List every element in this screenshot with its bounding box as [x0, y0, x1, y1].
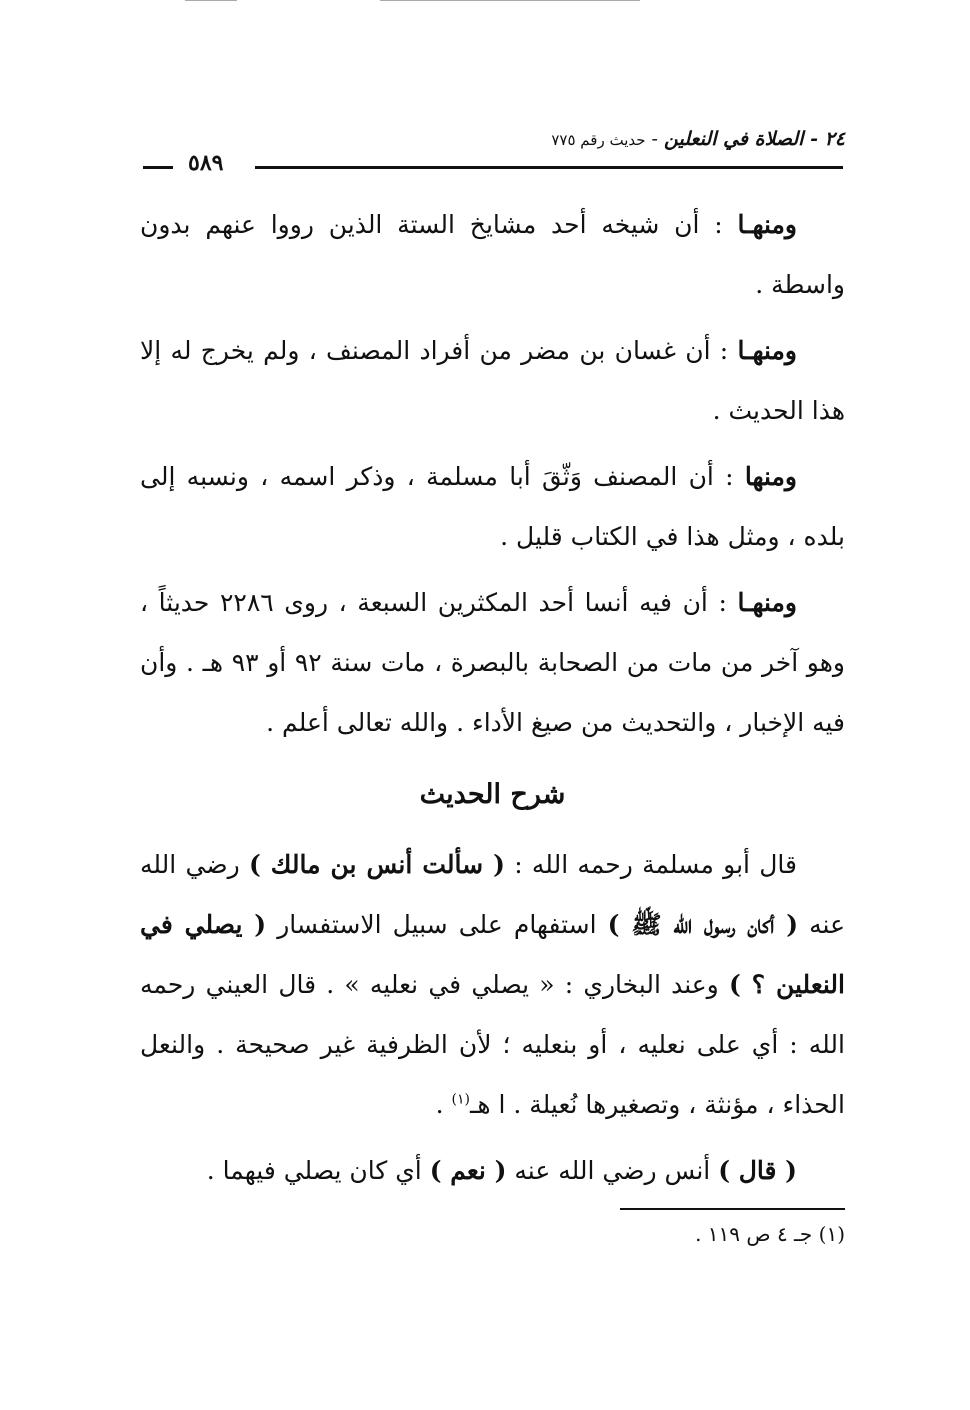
commentary-text: قال أبو مسلمة رحمه الله :: [504, 850, 797, 879]
paragraph-text: : أن المصنف وَثّقَ أبا مسلمة ، وذكر اسمه ، ونسبه إلى بلده ، ومثل هذا في الكتاب قليل .: [140, 462, 845, 551]
paragraph: [140, 321, 845, 441]
header-rule-short: [143, 166, 173, 169]
header-separator: -: [645, 128, 665, 150]
footnote-marker[interactable]: (١): [451, 1091, 470, 1108]
commentary-text: وعند البخاري : « يصلي في نعليه » . قال العيني رحمه الله : أي على نعليه ، أو بنعليه ؛ لأن الظرفية غير صحيحة . والنعل الحذاء ، مؤنثة ، وتصغيرها نُعيلة . ا هـ: [140, 970, 845, 1119]
paragraph: [140, 573, 845, 753]
page-header: [140, 128, 845, 176]
header-rule: [255, 166, 843, 169]
paragraph-text: : أن غسان بن مضر من أفراد المصنف ، ولم يخرج له إلا هذا الحديث .: [140, 336, 845, 425]
quoted-hadith: ( يصلي في النعلين ؟ ): [140, 910, 845, 999]
footnote: (١) جـ ٤ ص ١١٩ .: [695, 1222, 845, 1246]
hadith-reference: حديث رقم ٧٧٥: [551, 131, 646, 149]
scan-edge-mark: [185, 0, 237, 1]
paragraph-lead: ومنها: [744, 462, 797, 491]
commentary-text: .: [435, 1090, 452, 1119]
paragraph-text: : أن شيخه أحد مشايخ الستة الذين رووا عنهم بدون واسطة .: [140, 210, 845, 299]
scan-edge-mark: [380, 0, 640, 1]
commentary-text: رضي الله عنه: [140, 850, 845, 939]
commentary-paragraph: [140, 1141, 845, 1201]
commentary-paragraph: [140, 835, 845, 1135]
paragraph-lead: ومنهـا: [737, 210, 797, 239]
footnote-rule: [620, 1208, 845, 1210]
section-heading: شرح الحديث: [419, 779, 566, 810]
quoted-hadith: ( أكان رسول الله ﷺ ): [607, 910, 799, 939]
quoted-hadith: ( قال ): [718, 1156, 797, 1185]
quoted-hadith: ( نعم ): [429, 1156, 507, 1185]
paragraph-lead: ومنهـا: [737, 336, 797, 365]
page-body: [140, 195, 845, 1201]
paragraph: [140, 195, 845, 315]
paragraph: [140, 447, 845, 567]
paragraph-lead: ومنهـا: [737, 588, 797, 617]
page-number: ٥٨٩: [188, 150, 224, 176]
running-head: [551, 128, 845, 150]
commentary-text: استفهام على سبيل الاستفسار: [266, 910, 608, 939]
chapter-title: ٢٤ - الصلاة في النعلين: [664, 128, 845, 150]
commentary-text: أي كان يصلي فيهما .: [206, 1156, 430, 1185]
paragraph-text: : أن فيه أنسا أحد المكثرين السبعة ، روى ٢٢٨٦ حديثاً ، وهو آخر من مات من الصحابة بالبصرة ، مات سنة ٩٢ أو ٩٣ هـ . وأن فيه الإخبار ، والتحديث من صيغ الأداء . والله تعالى أعلم .: [140, 588, 845, 737]
commentary-text: أنس رضي الله عنه: [506, 1156, 719, 1185]
quoted-hadith: ( سألت أنس بن مالك ): [248, 850, 505, 879]
